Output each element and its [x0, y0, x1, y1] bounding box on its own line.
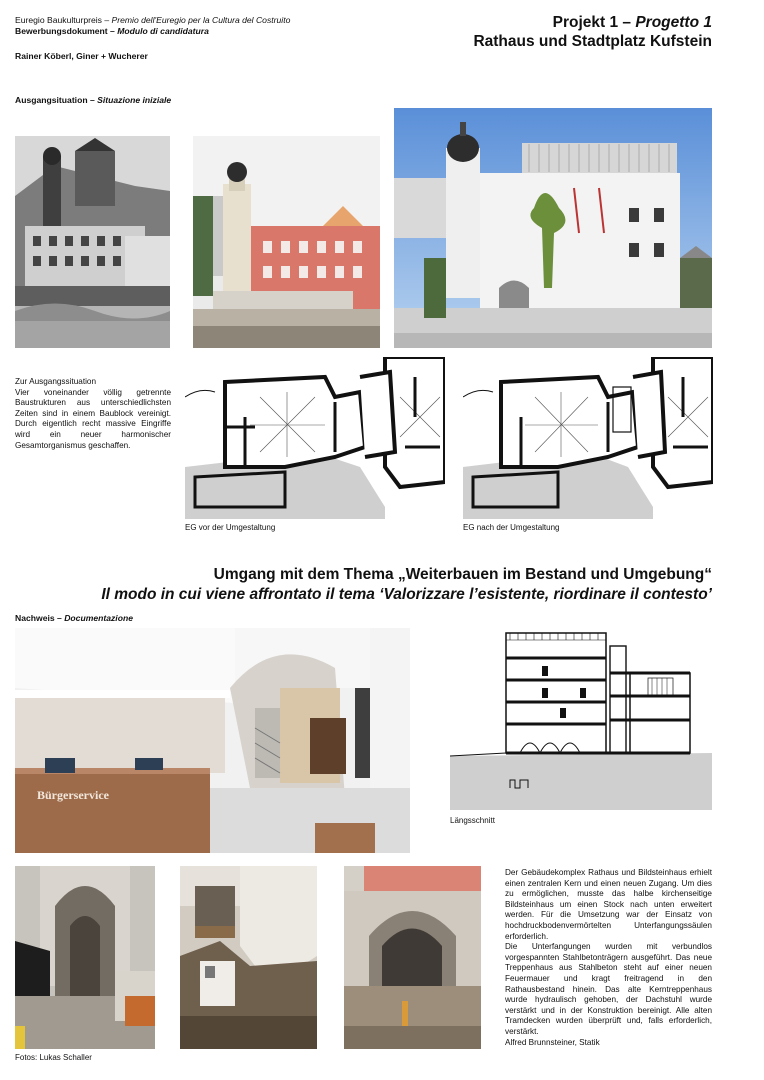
old-square-photo	[193, 136, 380, 348]
project-de: Projekt 1	[552, 14, 619, 31]
counter-sign: Bürgerservice	[37, 788, 109, 802]
doc-de: Bewerbungsdokument	[15, 26, 108, 36]
dash: –	[107, 26, 118, 36]
label-it: Documentazione	[64, 613, 133, 623]
statics-author: Alfred Brunnsteiner, Statik	[505, 1037, 600, 1047]
dash: –	[87, 95, 98, 105]
plan-before-caption: EG vor der Umgestaltung	[185, 523, 276, 532]
dash: –	[54, 613, 65, 623]
section-caption: Längsschnitt	[450, 816, 495, 825]
project-number	[382, 13, 712, 32]
authors: Rainer Köberl, Giner + Wucherer	[15, 51, 148, 61]
historic-photo	[15, 136, 170, 348]
intro-title: Zur Ausgangssituation	[15, 377, 97, 386]
new-square-photo	[394, 108, 712, 348]
intro-block	[15, 377, 171, 451]
plan-after-caption: EG nach der Umgestaltung	[463, 523, 560, 532]
statics-paragraph-2: Die Unterfangungen wurden mit verbundlos vorgespannten Stahlbetonträgern ausgeführt. Das neue Treppenhaus aus Stahlbeton steht auf einer neuen Feuermauer und kragt freitragend in den Rathausbestand hinein. Das alte Kerntreppenhaus wurde hydraulisch gehoben, der Dachstuhl wurde verstärkt und in der Konstruktion bereinigt. Alle alten Tramdecken wurden überprüft und, falls erforderlich, verstärkt.	[505, 942, 712, 1036]
prize-line	[15, 15, 375, 26]
construction-photo-1	[15, 866, 155, 1049]
section2-label	[15, 613, 133, 624]
label-de: Nachweis	[15, 613, 55, 623]
project-title	[382, 13, 712, 51]
construction-photo-3	[344, 866, 481, 1049]
statics-text	[505, 868, 712, 1048]
intro-text: Vier voneinander völlig getrennte Baustrukturen aus unterschiedlichsten Zeiten sind in einem Baublock vereinigt. Durch eigentlich recht massive Eingriffe wird ein neuer harmonischer Gesamtorganismus geschaffen.	[15, 387, 171, 450]
doc-it: Modulo di candidatura	[117, 26, 209, 36]
project-it: Progetto 1	[635, 14, 712, 31]
label-de: Ausgangsituation	[15, 95, 88, 105]
header-left	[15, 15, 375, 62]
statics-paragraph-1: Der Gebäudekomplex Rathaus und Bildsteinhaus erhielt einen zentralen Kern und einen neuen Zugang. Um dies zu ermöglichen, musste das halbe kirchenseitige Bildsteinhaus um einen Stock nach unten erweitert werden. Für die Umsetzung war der Einsatz von hochdruckbodenvermörtelten Unterfangungssäulen erforderlich.	[505, 868, 712, 941]
section1-label	[15, 95, 171, 106]
construction-photo-2	[180, 866, 317, 1049]
dash: –	[618, 14, 636, 31]
prize-de: Euregio Baukulturpreis	[15, 15, 102, 25]
photo-credit: Fotos: Lukas Schaller	[15, 1053, 92, 1062]
plan-after	[463, 357, 713, 519]
doc-line	[15, 26, 375, 37]
theme-heading-it: Il modo in cui viene affrontato il tema ‘Valorizzare l’esistente, riordinare il contesto’	[101, 586, 712, 603]
project-name: Rathaus und Stadtplatz Kufstein	[473, 33, 712, 50]
plan-before	[185, 357, 445, 519]
prize-it: Premio dell'Euregio per la Cultura del Costruito	[111, 15, 291, 25]
longitudinal-section	[450, 628, 712, 810]
interior-photo	[15, 628, 410, 853]
label-it: Situazione iniziale	[97, 95, 172, 105]
theme-heading-de: Umgang mit dem Thema „Weiterbauen im Bestand und Umgebung“	[213, 566, 712, 583]
dash: –	[101, 15, 112, 25]
